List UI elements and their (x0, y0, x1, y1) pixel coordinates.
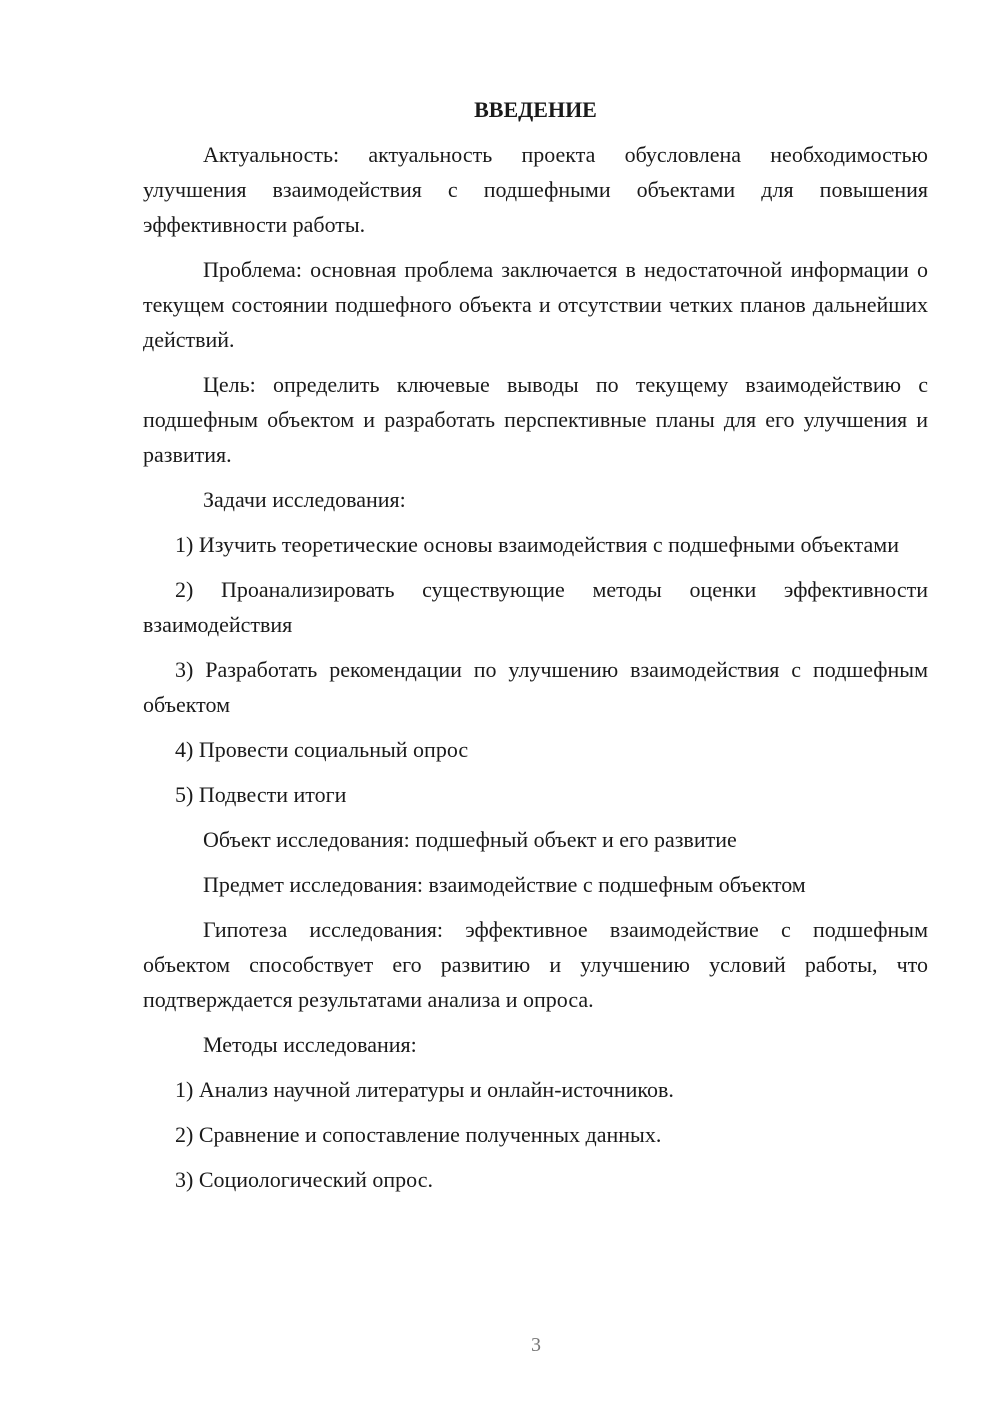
problem-paragraph: Проблема: основная проблема заключается в недостаточной информации о текущем состоянии подшефного объекта и отсутствии четких планов дальнейших действий. (143, 257, 928, 352)
page-number: 3 (531, 1334, 541, 1356)
task-item-3: 3) Разработать рекомендации по улучшению взаимодействия с подшефным объектом (143, 657, 928, 717)
document-body (143, 92, 928, 1207)
task-item-2: 2) Проанализировать существующие методы оценки эффективности взаимодействия (143, 577, 928, 637)
page-title: ВВЕДЕНИЕ (474, 97, 597, 122)
methods-heading: Методы исследования: (203, 1032, 417, 1057)
research-object: Объект исследования: подшефный объект и его развитие (203, 827, 737, 852)
tasks-heading: Задачи исследования: (203, 487, 406, 512)
goal-paragraph: Цель: определить ключевые выводы по текущему взаимодействию с подшефным объектом и разработать перспективные планы для его улучшения и развития. (143, 372, 928, 467)
task-item-1: 1) Изучить теоретические основы взаимодействия с подшефными объектами (175, 532, 899, 557)
relevance-paragraph: Актуальность: актуальность проекта обусловлена необходимостью улучшения взаимодействия с подшефными объектами для повышения эффективности работы. (143, 142, 928, 237)
method-item-3: 3) Социологический опрос. (175, 1167, 433, 1192)
task-item-4: 4) Провести социальный опрос (175, 737, 469, 762)
research-subject: Предмет исследования: взаимодействие с подшефным объектом (203, 872, 806, 897)
method-item-1: 1) Анализ научной литературы и онлайн-источников. (175, 1077, 674, 1102)
method-item-2: 2) Сравнение и сопоставление полученных данных. (175, 1122, 662, 1147)
research-hypothesis: Гипотеза исследования: эффективное взаимодействие с подшефным объектом способствует его развитию и улучшению условий работы, что подтверждается результатами анализа и опроса. (143, 917, 928, 1012)
task-item-5: 5) Подвести итоги (175, 782, 347, 807)
